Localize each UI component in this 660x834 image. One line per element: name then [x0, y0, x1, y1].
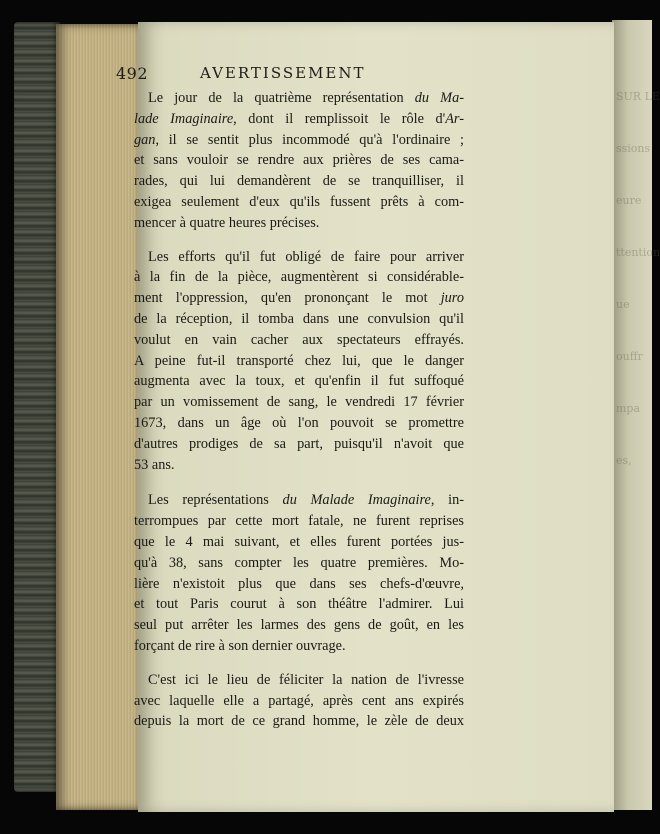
paragraph [134, 88, 464, 234]
text-line: par un vomissement de sang, le vendredi 17 février [134, 394, 464, 411]
body-text [134, 88, 464, 732]
text-line: forçant de rire à son dernier ouvrage. [134, 637, 346, 654]
text-line: que le 4 mai suivant, et elles furent portées jus- [134, 533, 464, 550]
text-line: Le jour de la quatrième représentation du Ma- [148, 90, 464, 106]
page-number: 492 [116, 64, 149, 83]
text-line: d'autres prodiges de sa part, puisqu'il n'avoit que [134, 435, 464, 452]
text-line: lière n'existoit plus que dans ses chefs-d'œuvre, [134, 575, 464, 592]
text-line: Les représentations du Malade Imaginaire, in- [148, 492, 465, 509]
facing-page [612, 20, 660, 810]
text-line: augmenta avec la toux, et qu'enfin il fut suffoqué [134, 373, 464, 390]
text-line: C'est ici le lieu de féliciter la nation de l'ivresse [148, 671, 464, 688]
facing-page-text: ue [616, 298, 630, 311]
text-line: qu'à 38, sans compter les quatre premières. Mo- [134, 554, 464, 571]
text-line: depuis la mort de ce grand homme, le zèle de deux [134, 713, 464, 730]
running-head-title: AVERTISSEMENT [200, 64, 366, 82]
paragraph [134, 247, 464, 476]
paragraph [134, 670, 464, 732]
paragraph-gap [134, 475, 464, 490]
paragraph-gap [134, 234, 464, 247]
text-line: A peine fut-il transporté chez lui, que le danger [134, 352, 464, 369]
italic-span: Ar- [445, 110, 464, 127]
text-line: lade Imaginaire, dont il remplissoit le rôle d'Ar- [134, 110, 464, 127]
text-line: mencer à quatre heures précises. [134, 214, 320, 231]
facing-page-text: ouffr [616, 350, 643, 363]
facing-page-text: ttention [616, 246, 660, 259]
facing-page-text: es, [616, 454, 632, 467]
text-line: et tout Paris courut à son théâtre l'admirer. Lui [134, 596, 464, 613]
text-line: exigea seulement d'eux qu'ils fussent prêts à com- [134, 193, 464, 210]
text-line: et sans vouloir se rendre aux prières de ses cama- [134, 152, 464, 169]
text-line: rades, qui lui demandèrent de se tranquilliser, il [134, 173, 464, 190]
facing-page-text: mpa [616, 402, 641, 415]
text-line: terrompues par cette mort fatale, ne furent reprises [134, 513, 464, 530]
facing-page-text: SUR LE [616, 90, 660, 103]
paragraph-gap [134, 657, 464, 670]
text-line: ment l'oppression, qu'en prononçant le mot juro [134, 290, 464, 307]
text-line: 1673, dans un âge où l'on pouvoit se promettre [134, 414, 464, 431]
italic-span: du Ma- [414, 90, 464, 106]
italic-span: juro [440, 290, 464, 307]
text-line: gan, il se sentit plus incommodé qu'à l'ordinaire ; [134, 131, 464, 148]
paragraph [134, 490, 464, 656]
book-binding [14, 22, 60, 792]
text-line: voulut en vain cacher aux spectateurs effrayés. [134, 331, 464, 348]
text-line: avec laquelle elle a partagé, après cent ans expirés [134, 692, 464, 709]
text-line: de la réception, il tomba dans une convulsion qu'il [134, 310, 464, 327]
text-line: 53 ans. [134, 456, 175, 473]
text-line: à la fin de la pièce, augmentèrent si considérable- [134, 269, 464, 286]
italic-span: lade Imaginaire [134, 110, 234, 127]
text-line: Les efforts qu'il fut obligé de faire pour arriver [148, 248, 464, 265]
italic-span: du Malade Imaginaire [282, 492, 431, 509]
facing-page-text: ssions [616, 142, 651, 155]
italic-span: gan [134, 131, 156, 148]
facing-page-text: eure [616, 194, 642, 207]
text-line: seul put arrêter les larmes des gens de goût, en les [134, 617, 464, 634]
page-edges [56, 24, 142, 810]
